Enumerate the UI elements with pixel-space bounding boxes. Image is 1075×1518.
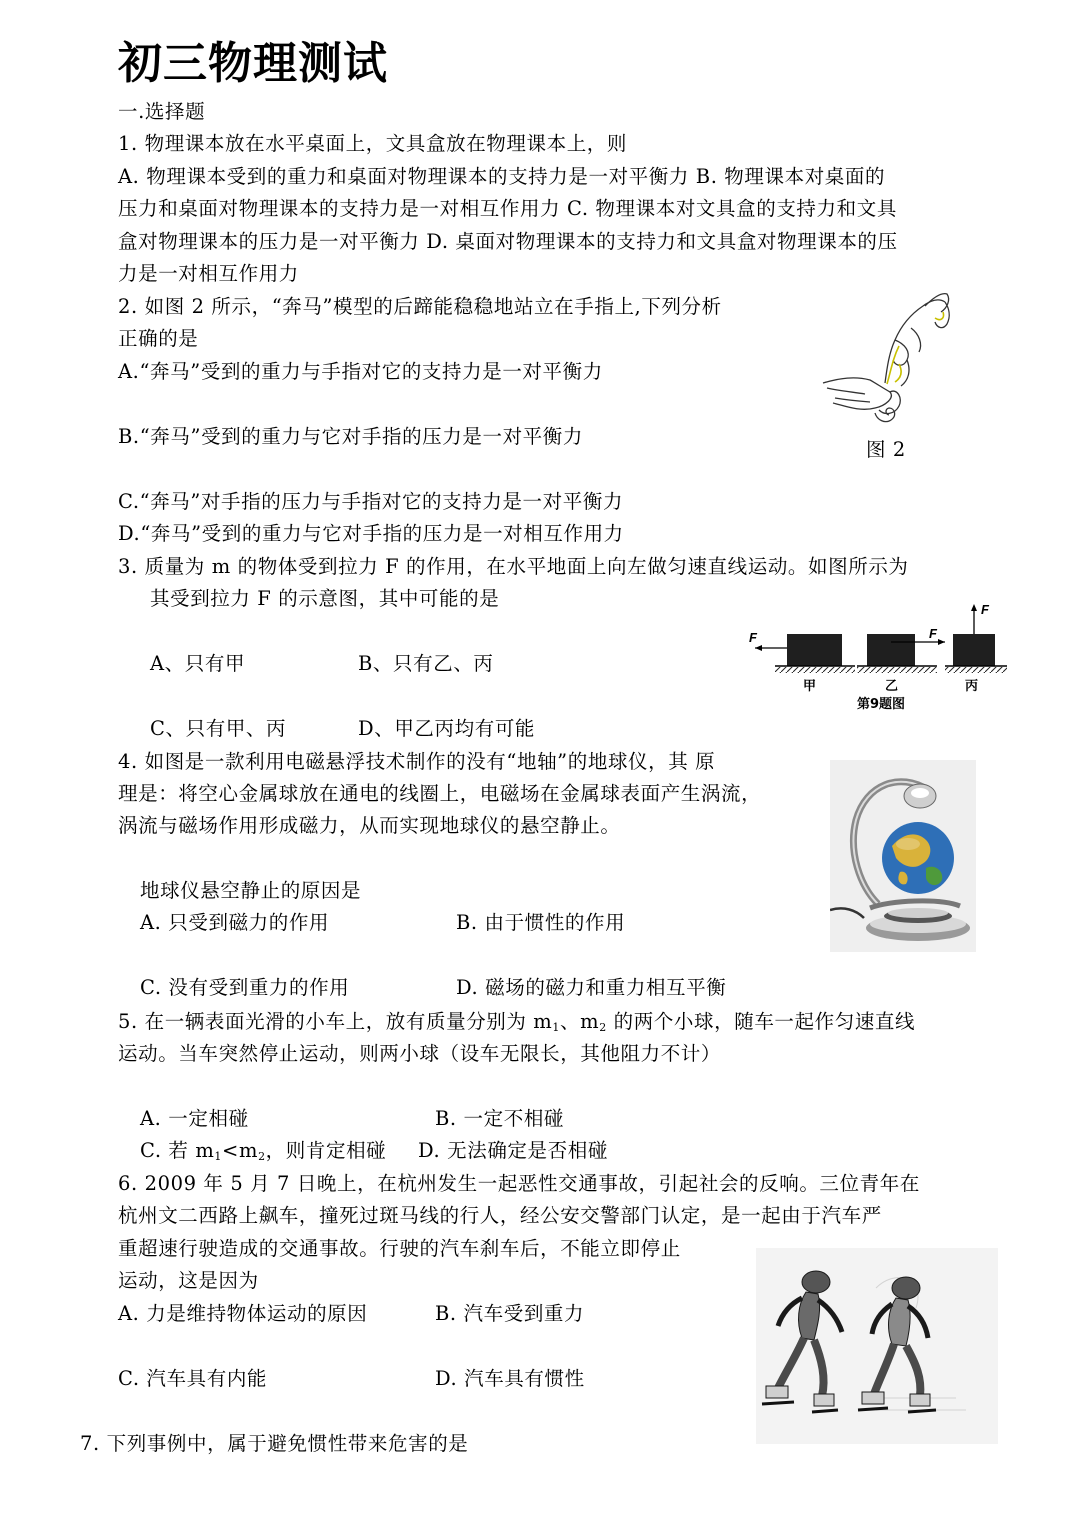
q6-option-b: B. 汽车受到重力 (435, 1302, 585, 1325)
label-bing: 丙 (965, 679, 979, 694)
q5-option-d: D. 无法确定是否相碰 (418, 1139, 608, 1162)
page-title: 初三物理测试 (118, 38, 388, 89)
section-heading: 一.选择题 (118, 100, 206, 123)
q5-option-c-pre: C. 若 m (140, 1139, 215, 1162)
q5-stem-1-pre: 5. 在一辆表面光滑的小车上，放有质量分别为 m (118, 1010, 553, 1033)
q5-c-sub-1: 1 (214, 1150, 223, 1163)
q3-option-b: B、只有乙、丙 (358, 652, 494, 675)
force-label-2: F (929, 626, 937, 641)
q4-option-d: D. 磁场的磁力和重力相互平衡 (456, 976, 727, 999)
q5-sub-1: 1 (552, 1021, 561, 1034)
q6-stem-1: 6. 2009 年 5 月 7 日晚上，在杭州发生一起恶性交通事故，引起社会的反响。三位青年在 (118, 1172, 920, 1195)
q4-stem-1: 4. 如图是一款利用电磁悬浮技术制作的没有“地轴”的地球仪，其 原 (118, 750, 716, 773)
label-yi: 乙 (885, 679, 899, 694)
q1-line-4: 力是一对相互作用力 (118, 262, 299, 285)
q2-option-d: D.“奔马”受到的重力与它对手指的压力是一对相互作用力 (118, 522, 624, 545)
force-label-3: F (981, 602, 989, 617)
q1-line-1: A. 物理课本受到的重力和桌面对物理课本的支持力是一对平衡力 B. 物理课本对桌面的 (118, 165, 886, 188)
q2-stem-2: 正确的是 (118, 327, 199, 350)
q5-stem-1-post: 的两个小球，随车一起作匀速直线 (606, 1010, 916, 1033)
q2-figure-caption: 图 2 (866, 438, 906, 461)
q2-option-b: B.“奔马”受到的重力与它对手指的压力是一对平衡力 (118, 425, 583, 448)
q5-c-sub-2: 2 (258, 1150, 266, 1163)
q4-stem-3: 涡流与磁场作用形成磁力，从而实现地球仪的悬空静止。 (118, 814, 621, 837)
q5-stem-2: 运动。当车突然停止运动，则两小球（设车无限长，其他阻力不计） (118, 1042, 722, 1065)
q5-option-c-post: ，则肯定相碰 (265, 1139, 387, 1162)
q6-stem-4: 运动，这是因为 (118, 1269, 259, 1292)
q5-sep: 、m (560, 1010, 600, 1033)
q5-option-c-mid: <m (222, 1139, 259, 1162)
q3-stem-2: 其受到拉力 F 的示意图，其中可能的是 (150, 587, 500, 610)
q6-option-d: D. 汽车具有惯性 (435, 1367, 585, 1390)
q2-option-a: A.“奔马”受到的重力与手指对它的支持力是一对平衡力 (118, 360, 603, 383)
q3-option-c: C、只有甲、丙 (150, 717, 287, 740)
q1-line-3: 盒对物理课本的压力是一对平衡力 D. 桌面对物理课本的支持力和文具盒对物理课本的压 (118, 230, 898, 253)
q6-stem-3: 重超速行驶造成的交通事故。行驶的汽车刹车后，不能立即停止 (118, 1237, 681, 1260)
force-diagram-caption: 第9题图 (857, 697, 906, 712)
globe-figure (830, 760, 976, 952)
skaters-figure (756, 1248, 998, 1444)
q4-stem-2: 理是：将空心金属球放在通电的线圈上，电磁场在金属球表面产生涡流， (118, 782, 762, 805)
q6-option-a: A. 力是维持物体运动的原因 (118, 1302, 368, 1325)
label-jia: 甲 (803, 679, 817, 694)
q2-option-c: C.“奔马”对手指的压力与手指对它的支持力是一对平衡力 (118, 490, 624, 513)
q4-option-c: C. 没有受到重力的作用 (140, 976, 350, 999)
horse-figure (815, 288, 960, 433)
q3-option-d: D、甲乙丙均有可能 (358, 717, 536, 740)
q3-stem-1: 3. 质量为 m 的物体受到拉力 F 的作用，在水平地面上向左做匀速直线运动。如图所示为 (118, 555, 909, 578)
q4-question: 地球仪悬空静止的原因是 (140, 879, 362, 902)
q2-stem-1: 2. 如图 2 所示，“奔马”模型的后蹄能稳稳地站立在手指上,下列分析 (118, 295, 722, 318)
q6-stem-2: 杭州文二西路上飙车，撞死过斑马线的行人，经公安交警部门认定，是一起由于汽车严 (118, 1204, 882, 1227)
q3-option-a: A、只有甲 (150, 652, 246, 675)
q5-sub-2: 2 (599, 1021, 607, 1034)
q4-option-a: A. 只受到磁力的作用 (140, 911, 330, 934)
force-diagram (745, 600, 1010, 715)
q5-option-a: A. 一定相碰 (140, 1107, 249, 1130)
q1-line-2: 压力和桌面对物理课本的支持力是一对相互作用力 C. 物理课本对文具盒的支持力和文具 (118, 197, 897, 220)
force-label-1: F (749, 630, 757, 645)
q7-stem: 7. 下列事例中，属于避免惯性带来危害的是 (80, 1432, 469, 1455)
q6-option-c: C. 汽车具有内能 (118, 1367, 268, 1390)
q1-stem: 1. 物理课本放在水平桌面上，文具盒放在物理课本上，则 (118, 132, 628, 155)
q5-option-b: B. 一定不相碰 (435, 1107, 565, 1130)
q4-option-b: B. 由于惯性的作用 (456, 911, 626, 934)
